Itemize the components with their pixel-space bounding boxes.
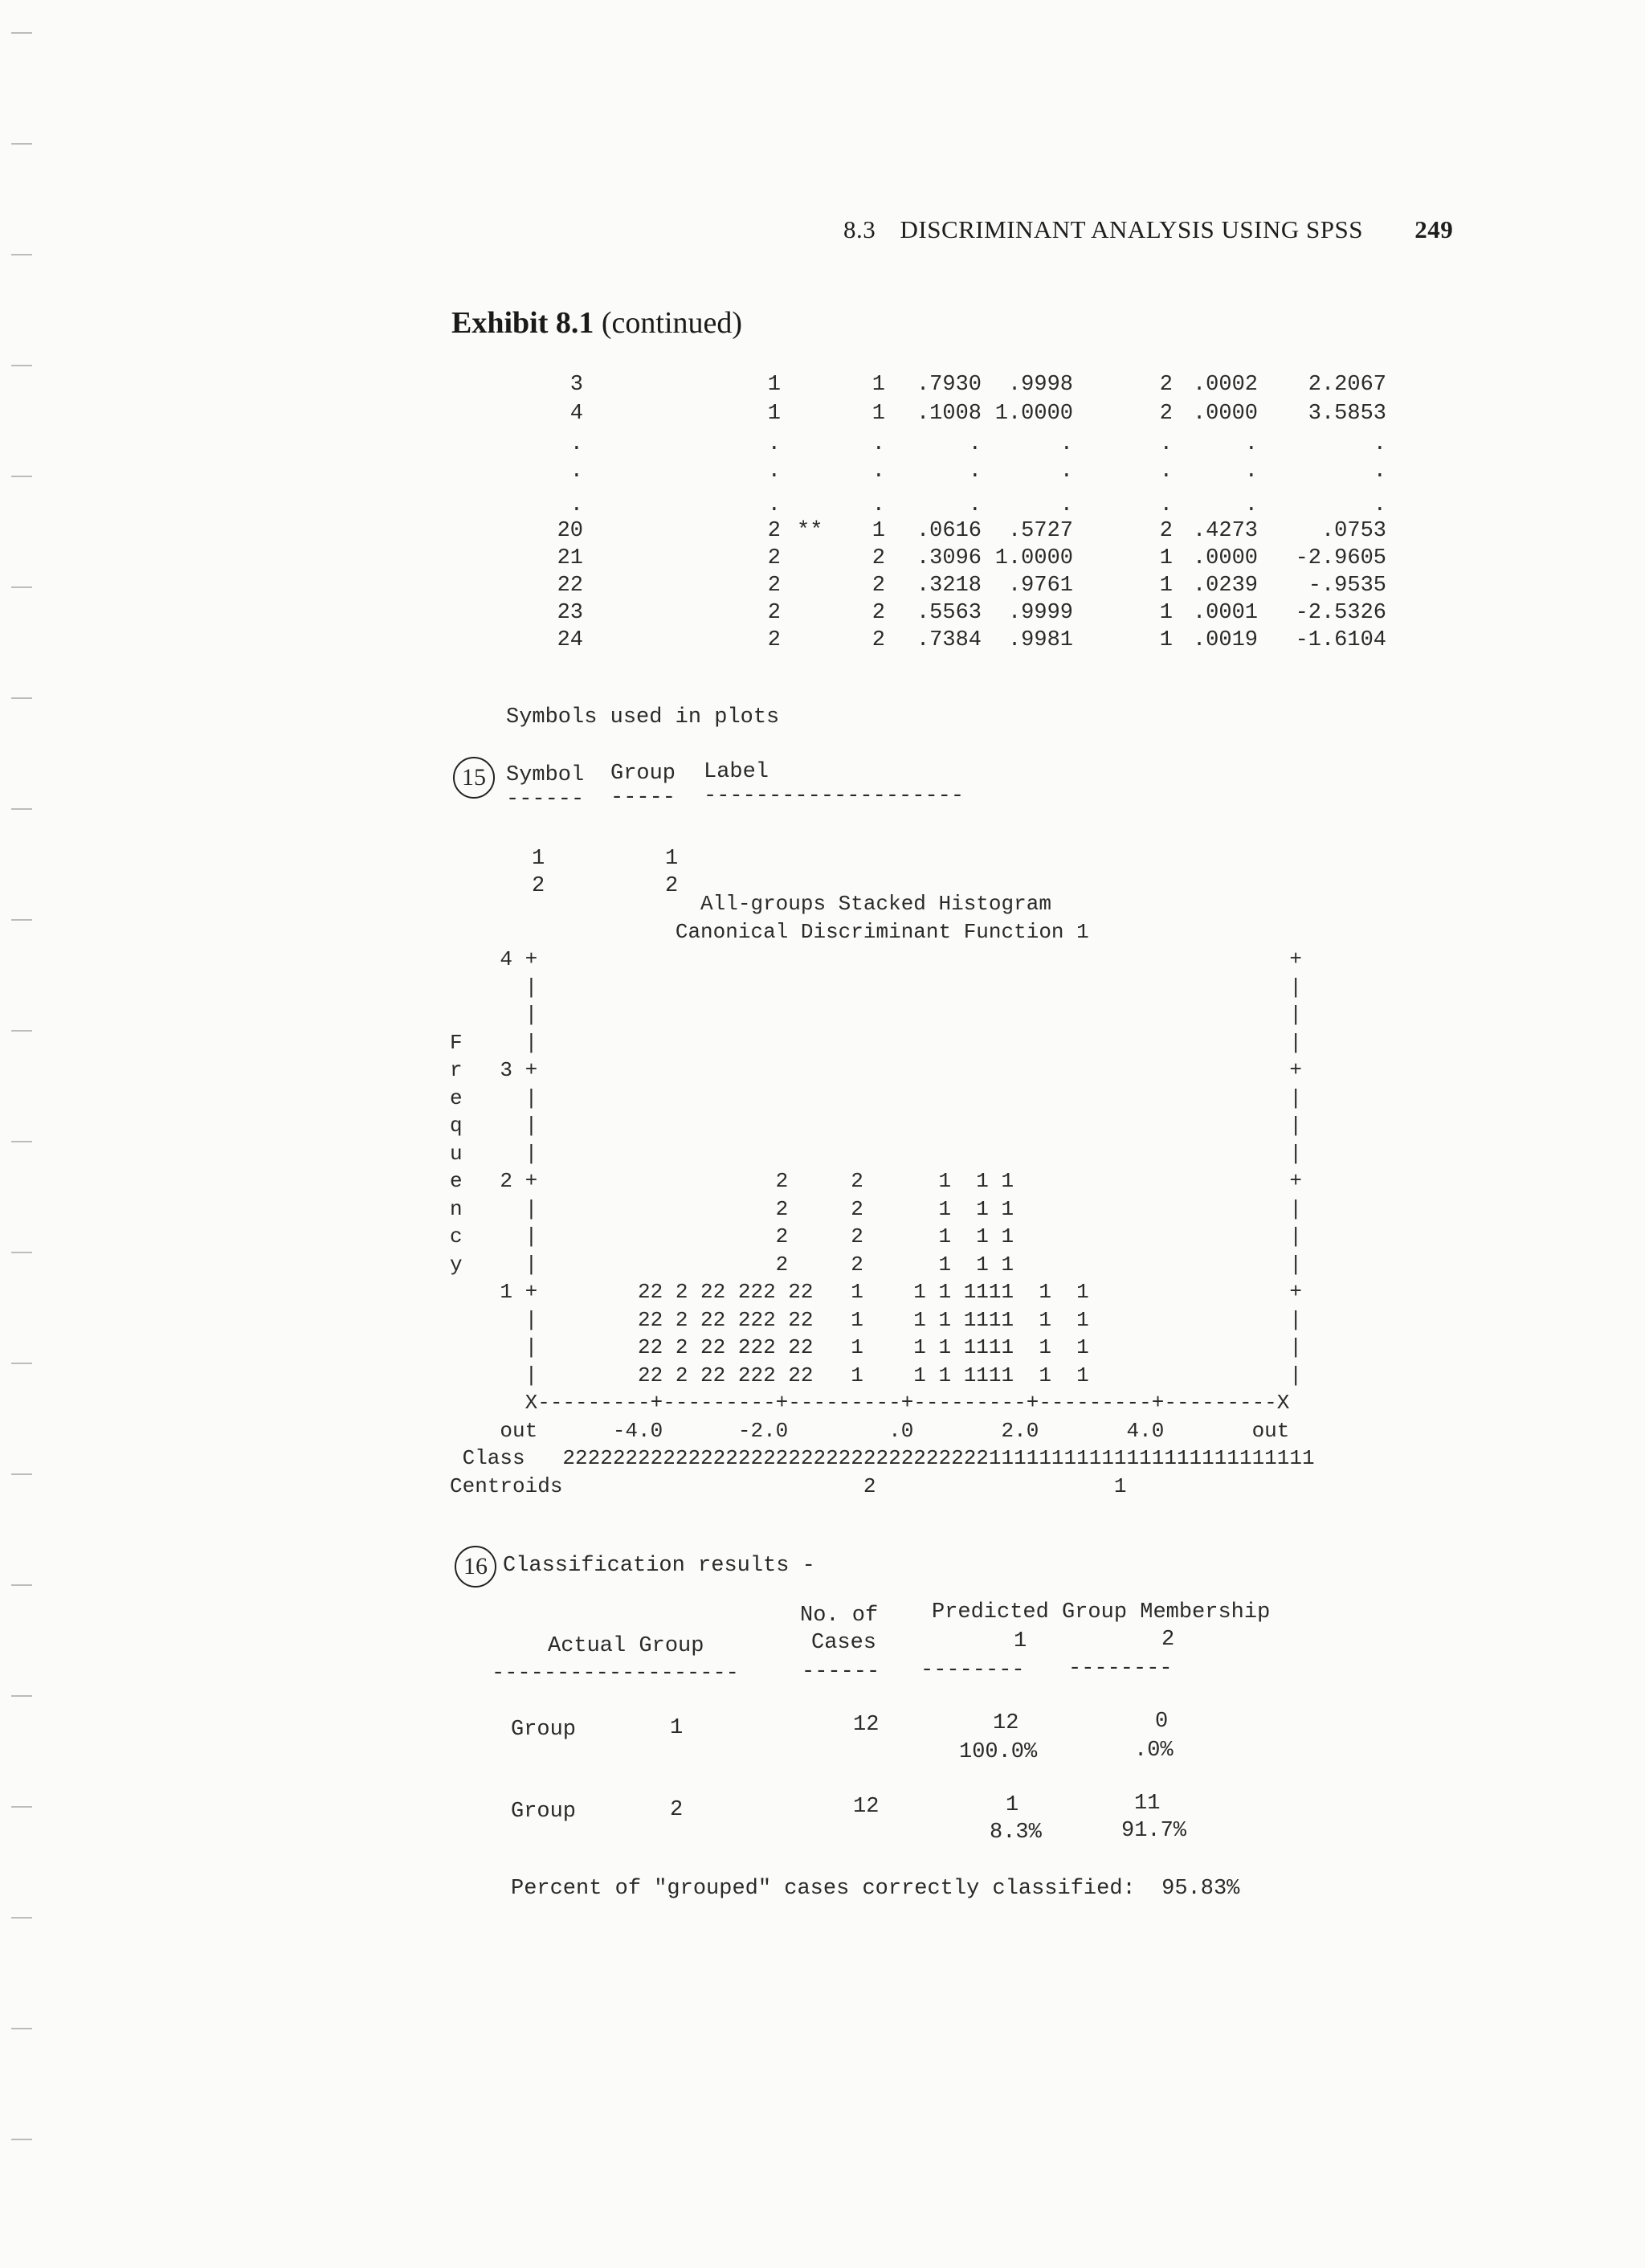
case-cell-p1: .3096 bbox=[916, 546, 982, 570]
running-head bbox=[843, 215, 1453, 244]
case-cell-actual: 1 bbox=[767, 402, 781, 426]
case-cell-actual: 2 bbox=[767, 546, 781, 570]
symbols-col-symbol: Symbol bbox=[506, 763, 585, 787]
case-cell-p1: .5563 bbox=[916, 601, 982, 625]
row1-pred1-pct: 100.0% bbox=[959, 1740, 1038, 1764]
symbols-rule-group: ----- bbox=[610, 786, 676, 810]
case-cell-pred: 1 bbox=[871, 373, 885, 397]
case-cell-p1: .3218 bbox=[916, 574, 982, 598]
histogram-line: n | 2 2 1 1 1 | bbox=[450, 1196, 1302, 1221]
edge-mark bbox=[11, 32, 32, 34]
case-cell-score: -2.5326 bbox=[1295, 601, 1386, 625]
case-cell-p1: . bbox=[968, 493, 982, 517]
case-cell-score: -.9535 bbox=[1308, 574, 1386, 598]
case-cell-pred: 1 bbox=[871, 519, 885, 543]
rule-cases: ------ bbox=[802, 1660, 880, 1684]
case-cell-g2: 1 bbox=[1159, 601, 1173, 625]
case-cell-score: . bbox=[1373, 432, 1386, 456]
edge-mark bbox=[11, 1806, 32, 1808]
case-cell-p1: .1008 bbox=[916, 402, 982, 426]
case-row bbox=[0, 601, 1645, 628]
case-cell-score: . bbox=[1373, 493, 1386, 517]
case-cell-g2: 1 bbox=[1159, 628, 1173, 652]
histogram-line: | | bbox=[450, 975, 1302, 999]
case-row bbox=[0, 493, 1645, 521]
row2-pred1: 1 bbox=[1006, 1793, 1019, 1817]
histogram-line: e | | bbox=[450, 1085, 1302, 1110]
histogram-line: out -4.0 -2.0 .0 2.0 4.0 out bbox=[450, 1418, 1290, 1443]
edge-mark bbox=[11, 143, 32, 145]
row2-pred2-pct: 91.7% bbox=[1121, 1819, 1187, 1843]
case-cell-score: . bbox=[1373, 460, 1386, 484]
symbol-row-1-group: 1 bbox=[665, 847, 679, 871]
symbols-heading: Symbols used in plots bbox=[506, 705, 780, 729]
edge-mark bbox=[11, 1917, 32, 1919]
case-cell-pred: . bbox=[871, 460, 885, 484]
edge-mark bbox=[11, 2139, 32, 2140]
case-cell-p3: . bbox=[1244, 460, 1258, 484]
case-cell-g2: . bbox=[1159, 432, 1173, 456]
case-cell-case: . bbox=[569, 460, 583, 484]
page-number: 249 bbox=[1414, 215, 1454, 243]
histogram-line: | 22 2 22 222 22 1 1 1 1111 1 1 | bbox=[450, 1335, 1302, 1359]
actual-group-label: Actual Group bbox=[548, 1634, 704, 1658]
case-cell-score: .0753 bbox=[1320, 519, 1386, 543]
row1-label: Group bbox=[511, 1718, 577, 1742]
row1-pred1: 12 bbox=[993, 1711, 1019, 1735]
case-cell-case: 23 bbox=[557, 601, 583, 625]
case-cell-flag: ** bbox=[797, 519, 823, 543]
case-cell-actual: 2 bbox=[767, 628, 781, 652]
case-cell-p2: .9761 bbox=[1007, 574, 1073, 598]
edge-mark bbox=[11, 1363, 32, 1364]
rule-pred2: -------- bbox=[1068, 1657, 1173, 1681]
case-row bbox=[0, 574, 1645, 601]
case-cell-score: -2.9605 bbox=[1295, 546, 1386, 570]
case-cell-p2: . bbox=[1059, 460, 1073, 484]
row1-group: 1 bbox=[670, 1716, 684, 1740]
case-cell-g2: 2 bbox=[1159, 519, 1173, 543]
rule-actual: ------------------- bbox=[492, 1661, 739, 1686]
row2-pred1-pct: 8.3% bbox=[990, 1821, 1042, 1845]
case-cell-p3: . bbox=[1244, 432, 1258, 456]
histogram-line: F | | bbox=[450, 1030, 1302, 1055]
edge-mark bbox=[11, 586, 32, 588]
case-cell-p1: . bbox=[968, 460, 982, 484]
edge-mark bbox=[11, 697, 32, 699]
case-cell-case: . bbox=[569, 493, 583, 517]
rule-pred1: -------- bbox=[920, 1658, 1025, 1682]
edge-mark bbox=[11, 1695, 32, 1697]
marker-16: 16 bbox=[455, 1546, 496, 1588]
edge-mark bbox=[11, 808, 32, 810]
case-cell-case: 21 bbox=[557, 546, 583, 570]
case-cell-p2: . bbox=[1059, 432, 1073, 456]
row1-cases: 12 bbox=[853, 1713, 880, 1737]
case-cell-g2: . bbox=[1159, 460, 1173, 484]
edge-mark bbox=[11, 919, 32, 921]
edge-mark bbox=[11, 1252, 32, 1253]
case-cell-actual: 2 bbox=[767, 519, 781, 543]
case-cell-score: 3.5853 bbox=[1308, 402, 1386, 426]
histogram-line: u | | bbox=[450, 1141, 1302, 1166]
histogram-line: Centroids 2 1 bbox=[450, 1473, 1127, 1498]
case-cell-pred: 2 bbox=[871, 601, 885, 625]
edge-mark bbox=[11, 1473, 32, 1475]
case-cell-p2: .9998 bbox=[1007, 373, 1073, 397]
histogram-line: 1 + 22 2 22 222 22 1 1 1 1111 1 1 + bbox=[450, 1280, 1302, 1304]
case-row bbox=[0, 373, 1645, 400]
case-cell-p1: .7384 bbox=[916, 628, 982, 652]
case-cell-case: 3 bbox=[569, 373, 583, 397]
case-cell-pred: 2 bbox=[871, 628, 885, 652]
pred-col-2: 2 bbox=[1161, 1628, 1175, 1652]
histogram-line: e 2 + 2 2 1 1 1 + bbox=[450, 1169, 1302, 1193]
case-row bbox=[0, 432, 1645, 460]
exhibit-label: Exhibit 8.1 bbox=[451, 306, 594, 340]
case-cell-case: 4 bbox=[569, 402, 583, 426]
case-cell-p3: .0000 bbox=[1192, 546, 1258, 570]
case-cell-p3: .0001 bbox=[1192, 601, 1258, 625]
histogram-line: 4 + + bbox=[450, 947, 1302, 971]
case-cell-p1: .0616 bbox=[916, 519, 982, 543]
case-cell-g2: . bbox=[1159, 493, 1173, 517]
case-row bbox=[0, 628, 1645, 656]
case-cell-actual: . bbox=[767, 432, 781, 456]
symbol-row-1-symbol: 1 bbox=[532, 847, 545, 871]
histogram-line: q | | bbox=[450, 1114, 1302, 1138]
case-cell-case: . bbox=[569, 432, 583, 456]
case-cell-actual: . bbox=[767, 460, 781, 484]
row1-pred2: 0 bbox=[1155, 1710, 1169, 1734]
histogram-line: c | 2 2 1 1 1 | bbox=[450, 1224, 1302, 1248]
case-cell-pred: . bbox=[871, 432, 885, 456]
case-cell-p2: .9981 bbox=[1007, 628, 1073, 652]
pred-col-1: 1 bbox=[1014, 1629, 1027, 1653]
case-cell-actual: 1 bbox=[767, 373, 781, 397]
predicted-label: Predicted Group Membership bbox=[932, 1600, 1271, 1624]
case-cell-actual: 2 bbox=[767, 601, 781, 625]
histogram-line: X---------+---------+---------+---------+---------+---------X bbox=[450, 1391, 1290, 1415]
row2-cases: 12 bbox=[853, 1795, 880, 1819]
symbols-col-label: Label bbox=[704, 760, 769, 784]
marker-15: 15 bbox=[453, 757, 495, 799]
section-title: DISCRIMINANT ANALYSIS USING SPSS bbox=[900, 215, 1363, 243]
case-cell-p3: .4273 bbox=[1192, 519, 1258, 543]
case-cell-case: 24 bbox=[557, 628, 583, 652]
histogram-line: | | bbox=[450, 1003, 1302, 1027]
edge-mark bbox=[11, 365, 32, 366]
exhibit-note: (continued) bbox=[601, 306, 743, 340]
symbol-row-2-group: 2 bbox=[665, 874, 679, 898]
row2-pred2: 11 bbox=[1134, 1792, 1161, 1816]
symbols-col-group: Group bbox=[610, 762, 676, 786]
case-cell-g2: 1 bbox=[1159, 546, 1173, 570]
row2-group: 2 bbox=[670, 1798, 684, 1822]
section-number: 8.3 bbox=[843, 215, 876, 243]
row1-pred2-pct: .0% bbox=[1134, 1739, 1174, 1763]
case-cell-g2: 2 bbox=[1159, 402, 1173, 426]
classification-heading: Classification results - bbox=[503, 1554, 815, 1578]
row2-label: Group bbox=[511, 1800, 577, 1824]
case-cell-p3: .0002 bbox=[1192, 373, 1258, 397]
case-cell-actual: . bbox=[767, 493, 781, 517]
histogram-line: Class 222222222222222222222222222222222211111111111111111111111111 bbox=[450, 1446, 1315, 1470]
case-cell-p3: . bbox=[1244, 493, 1258, 517]
case-row bbox=[0, 402, 1645, 429]
case-row bbox=[0, 519, 1645, 546]
symbols-rule-symbol: ------ bbox=[506, 787, 585, 811]
no-of-label: No. of bbox=[800, 1604, 879, 1628]
cases-label: Cases bbox=[811, 1631, 877, 1655]
histogram-line: All-groups Stacked Histogram bbox=[450, 892, 1051, 916]
exhibit-title bbox=[451, 305, 742, 341]
case-cell-pred: 2 bbox=[871, 574, 885, 598]
case-cell-g2: 2 bbox=[1159, 373, 1173, 397]
case-cell-p2: . bbox=[1059, 493, 1073, 517]
symbols-rule-label: -------------------- bbox=[704, 784, 965, 808]
case-cell-p3: .0239 bbox=[1192, 574, 1258, 598]
classification-summary: Percent of "grouped" cases correctly classified: 95.83% bbox=[511, 1877, 1240, 1901]
case-cell-pred: 1 bbox=[871, 402, 885, 426]
case-cell-p2: .5727 bbox=[1007, 519, 1073, 543]
histogram-line: | 22 2 22 222 22 1 1 1 1111 1 1 | bbox=[450, 1307, 1302, 1332]
case-cell-score: -1.6104 bbox=[1295, 628, 1386, 652]
case-cell-actual: 2 bbox=[767, 574, 781, 598]
case-cell-p2: .9999 bbox=[1007, 601, 1073, 625]
case-cell-p2: 1.0000 bbox=[994, 402, 1073, 426]
case-cell-g2: 1 bbox=[1159, 574, 1173, 598]
case-cell-p1: . bbox=[968, 432, 982, 456]
edge-mark bbox=[11, 1141, 32, 1142]
histogram-line: Canonical Discriminant Function 1 bbox=[450, 919, 1089, 944]
edge-mark bbox=[11, 476, 32, 477]
edge-mark bbox=[11, 1030, 32, 1032]
case-cell-score: 2.2067 bbox=[1308, 373, 1386, 397]
case-row bbox=[0, 460, 1645, 487]
histogram-line: r 3 + + bbox=[450, 1058, 1302, 1082]
case-cell-pred: . bbox=[871, 493, 885, 517]
case-row bbox=[0, 546, 1645, 574]
edge-mark bbox=[11, 2028, 32, 2029]
symbol-row-2-symbol: 2 bbox=[532, 874, 545, 898]
case-cell-p2: 1.0000 bbox=[994, 546, 1073, 570]
histogram-line: | 22 2 22 222 22 1 1 1 1111 1 1 | bbox=[450, 1363, 1302, 1387]
case-cell-pred: 2 bbox=[871, 546, 885, 570]
case-cell-case: 20 bbox=[557, 519, 583, 543]
case-cell-p1: .7930 bbox=[916, 373, 982, 397]
case-cell-p3: .0019 bbox=[1192, 628, 1258, 652]
edge-mark bbox=[11, 254, 32, 255]
case-cell-case: 22 bbox=[557, 574, 583, 598]
histogram-line: y | 2 2 1 1 1 | bbox=[450, 1252, 1302, 1277]
edge-mark bbox=[11, 1584, 32, 1586]
case-cell-p3: .0000 bbox=[1192, 402, 1258, 426]
